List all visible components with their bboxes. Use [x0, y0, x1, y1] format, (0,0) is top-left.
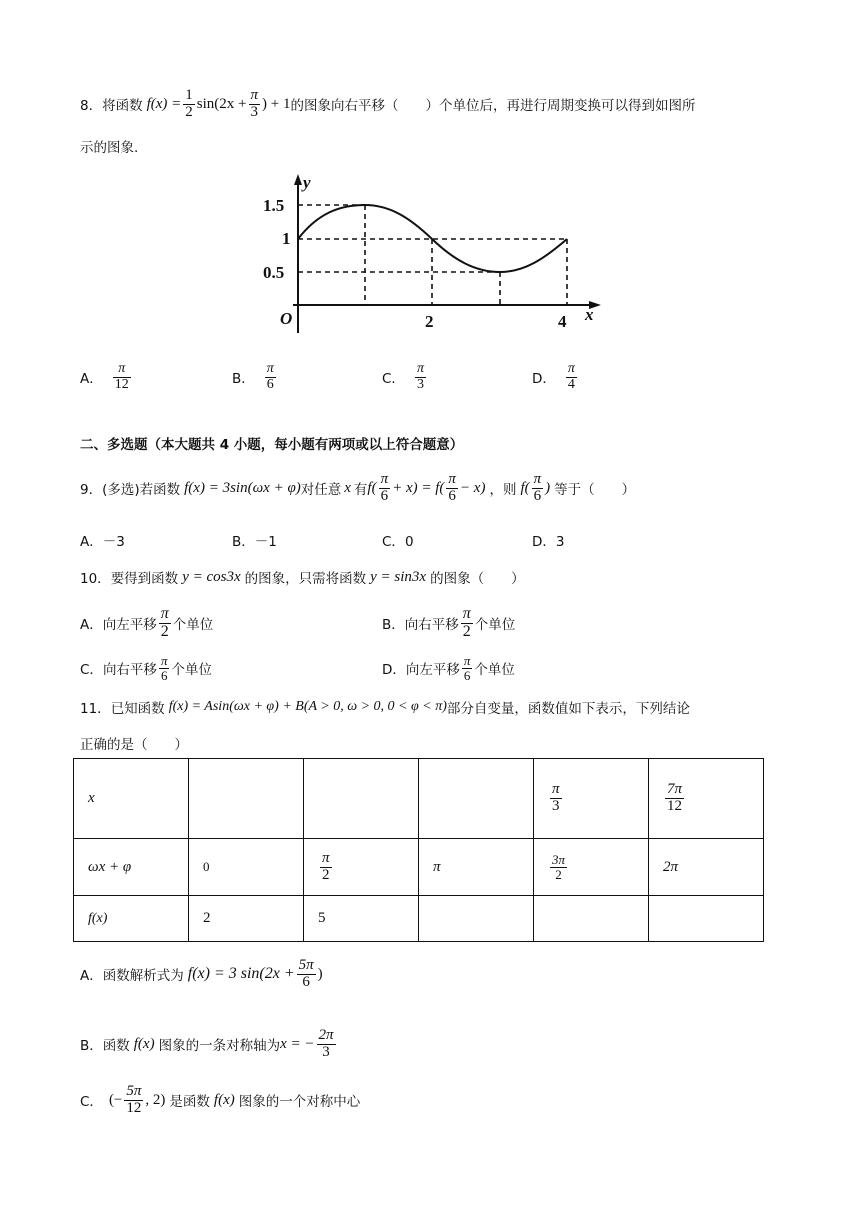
q8-text-a: 将函数 — [102, 98, 143, 114]
option-label: C． — [80, 662, 103, 678]
table-cell — [304, 896, 419, 942]
table-cell — [189, 759, 304, 839]
frac-den: 2 — [555, 866, 562, 882]
frac-num: 2π — [318, 1026, 334, 1043]
option-pre: 向左平移 — [102, 617, 157, 633]
frac-num: π — [322, 849, 330, 866]
q9-f1-pre: f( — [367, 479, 377, 496]
q9-f1-frac — [379, 472, 391, 505]
q8-graph — [255, 168, 615, 336]
frac-num: 5π — [126, 1082, 142, 1099]
frac-num: π — [552, 781, 560, 798]
option-text: 函数解析式为 — [102, 968, 184, 984]
table-cell — [419, 896, 534, 942]
option-label: A． — [80, 371, 103, 387]
option-post: 个单位 — [171, 662, 212, 678]
frac-num: π — [160, 652, 168, 668]
q9-number: 9． — [80, 482, 103, 498]
cell-fraction — [550, 853, 567, 881]
section-2-title: 二、多选题（本大题共 4 小题，每小题有两项或以上符合题意） — [80, 437, 464, 453]
option-label: C． — [382, 534, 405, 550]
option-post: 个单位 — [474, 617, 516, 633]
y-tick-1: 1 — [282, 229, 291, 248]
frac-num: π — [380, 470, 389, 487]
option-formula: f(x) = 3 sin(2x + — [187, 965, 295, 982]
q8-pi-fraction — [249, 88, 261, 121]
option-fraction — [159, 654, 170, 682]
frac-den: 2 — [322, 866, 330, 883]
y-axis-arrow — [294, 174, 302, 185]
q9-option-b[interactable] — [232, 530, 277, 550]
option-label: D． — [532, 371, 556, 387]
frac-den: 2 — [462, 622, 471, 640]
q8-sin-part: sin(2x + — [196, 95, 247, 112]
q10-text-a: 要得到函数 — [110, 571, 179, 587]
option-text: 图象的一条对称轴为 — [158, 1038, 281, 1054]
q8-half-den: 2 — [185, 103, 193, 120]
q8-option-c[interactable] — [382, 356, 428, 398]
q8-text-b: 的图象向右平移（ ）个单位后，再进行周期变换可以得到如图所 — [290, 98, 696, 114]
option-post: 个单位 — [172, 617, 214, 633]
option-label: B． — [232, 534, 255, 550]
q9-var: x — [344, 479, 351, 496]
q8-number: 8． — [80, 98, 103, 114]
q10-option-a[interactable] — [80, 602, 213, 644]
x-axis-label: x — [585, 305, 594, 324]
option-fraction — [317, 1028, 336, 1061]
option-num: π — [266, 360, 274, 376]
q11-text-c: 正确的是（ ） — [80, 737, 188, 753]
table-cell — [649, 759, 764, 839]
table-row — [74, 839, 764, 896]
option-fraction — [124, 1084, 143, 1117]
question-9 — [80, 468, 635, 508]
frac-num: 3π — [552, 851, 566, 867]
option-fraction — [415, 362, 426, 392]
table-cell — [534, 896, 649, 942]
cell-value: 2 — [203, 910, 211, 926]
table-cell — [649, 839, 764, 896]
table-cell — [534, 759, 649, 839]
option-value: 3 — [555, 534, 565, 550]
option-fraction — [159, 606, 171, 641]
option-post: 个单位 — [474, 662, 515, 678]
q9-text-c: 有 — [353, 482, 368, 498]
y-axis-label: y — [303, 173, 311, 192]
option-label: C． — [80, 1094, 103, 1110]
q11-text-a: 已知函数 — [110, 701, 165, 717]
cell-value: 2π — [663, 858, 679, 875]
q8-half-num: 1 — [185, 86, 193, 103]
option-func: f(x) — [213, 1091, 235, 1108]
option-value: 0 — [404, 534, 414, 550]
table-cell — [534, 839, 649, 896]
table-cell — [304, 839, 419, 896]
option-num: π — [416, 360, 424, 376]
cell-value: 5 — [318, 910, 326, 926]
option-text: 是函数 — [169, 1094, 210, 1110]
option-text: 图象的一个对称中心 — [238, 1094, 361, 1110]
option-value: －1 — [254, 534, 277, 550]
table-cell — [419, 759, 534, 839]
q11-option-c[interactable] — [80, 1078, 360, 1122]
q11-option-a[interactable] — [80, 952, 323, 996]
question-8 — [80, 86, 695, 122]
q8-pi-den: 3 — [250, 103, 258, 120]
frac-den: 3 — [322, 1043, 330, 1060]
frac-den: 6 — [160, 667, 168, 683]
q8-option-b[interactable] — [232, 356, 278, 398]
x-tick-4: 4 — [558, 312, 567, 331]
row-head-fx: f(x) — [88, 911, 108, 926]
q8-pi-num: π — [250, 86, 259, 103]
frac-den: 6 — [448, 487, 456, 504]
q10-text-c: 的图象（ ） — [430, 571, 525, 587]
row-head-phase: ωx + φ — [88, 858, 132, 875]
option-fraction — [566, 362, 577, 392]
origin-label: O — [280, 309, 293, 328]
cell-value: 0 — [203, 858, 210, 874]
q11-text-b: 部分自变量，函数值如下表示，下列结论 — [446, 701, 690, 717]
q9-f2-post: − x) — [459, 479, 486, 496]
option-label: D． — [382, 662, 406, 678]
option-pre: 向右平移 — [404, 617, 459, 633]
q8-tail: ) + 1 — [262, 95, 291, 112]
table-cell — [74, 759, 189, 839]
q9-text-b: 对任意 — [300, 482, 342, 498]
frac-den: 6 — [380, 487, 389, 504]
option-pre: 向左平移 — [405, 662, 460, 678]
q10-f2: y = sin3x — [370, 568, 427, 585]
option-label: B． — [232, 371, 255, 387]
table-cell — [304, 759, 419, 839]
q9-text-a: (多选)若函数 — [102, 482, 181, 498]
option-func: f(x) — [133, 1035, 155, 1052]
table-cell — [419, 839, 534, 896]
table-cell — [649, 896, 764, 942]
q10-text-b: 的图象，只需将函数 — [244, 571, 367, 587]
option-eq: x = − — [280, 1035, 315, 1052]
q10-option-c[interactable] — [80, 648, 212, 688]
frac-den: 6 — [463, 667, 471, 683]
q9-option-a[interactable] — [80, 530, 125, 550]
cell-fraction — [665, 782, 684, 815]
question-10 — [80, 566, 525, 588]
q9-option-c[interactable] — [382, 530, 414, 550]
y-tick-0-5: 0.5 — [263, 263, 285, 282]
q9-f1-post: + x) = f( — [392, 479, 445, 496]
option-num: π — [567, 360, 575, 376]
q11-func: f(x) = Asin(ωx + φ) + B(A > 0, ω > 0, 0 < φ < π) — [168, 699, 447, 714]
frac-den: 2 — [160, 622, 169, 640]
option-label: D． — [532, 534, 556, 550]
table-cell — [189, 896, 304, 942]
option-fraction — [297, 958, 316, 991]
frac-num: π — [448, 470, 456, 487]
option-den: 6 — [266, 376, 274, 392]
q10-f1: y = cos3x — [182, 568, 241, 585]
option-fraction — [265, 362, 276, 392]
table-cell — [189, 839, 304, 896]
option-label: B． — [382, 617, 405, 633]
x-tick-2: 2 — [425, 312, 434, 331]
q8-option-a[interactable] — [80, 356, 133, 398]
table-row — [74, 896, 764, 942]
q10-number: 10． — [80, 571, 111, 587]
q9-f3-post: ) — [545, 479, 551, 496]
frac-den: 6 — [302, 973, 310, 990]
q9-f3-pre: f( — [520, 479, 530, 496]
table-row — [74, 759, 764, 839]
option-label: B． — [80, 1038, 103, 1054]
option-den: 3 — [416, 376, 424, 392]
y-tick-1-5: 1.5 — [263, 196, 285, 215]
option-label: A． — [80, 617, 103, 633]
frac-num: π — [160, 604, 169, 622]
frac-den: 3 — [552, 798, 560, 814]
q11-number: 11． — [80, 701, 111, 717]
q9-text-d: ，则 — [489, 482, 517, 498]
q8-text-c: 示的图象. — [80, 140, 139, 156]
option-fraction — [113, 362, 131, 392]
option-fraction — [462, 654, 473, 682]
option-den: 4 — [567, 376, 575, 392]
option-pre: 向右平移 — [102, 662, 157, 678]
option-fraction — [461, 606, 473, 641]
q9-f3-frac — [532, 472, 544, 505]
option-post: , 2) — [145, 1091, 166, 1108]
frac-num: 5π — [298, 956, 314, 973]
q8-func: f(x) = — [146, 95, 182, 112]
frac-num: π — [533, 470, 542, 487]
q11-option-b[interactable] — [80, 1022, 338, 1066]
option-tail: ) — [317, 965, 323, 982]
q11-table — [73, 758, 764, 942]
frac-num: π — [463, 652, 471, 668]
option-pre: (− — [108, 1091, 123, 1108]
row-head-x: x — [88, 790, 95, 806]
table-cell — [74, 839, 189, 896]
option-den: 12 — [114, 376, 129, 392]
frac-den: 6 — [533, 487, 542, 504]
option-num: π — [118, 360, 126, 376]
frac-num: 7π — [667, 781, 683, 798]
option-label: C． — [382, 371, 405, 387]
q9-f2-frac — [446, 472, 458, 505]
frac-den: 12 — [126, 1099, 142, 1116]
option-label: A． — [80, 968, 103, 984]
cell-value: π — [433, 858, 441, 875]
q9-text-e: 等于（ ） — [554, 482, 636, 498]
q10-option-b[interactable] — [382, 602, 515, 644]
option-value: －3 — [102, 534, 125, 550]
table-cell — [74, 896, 189, 942]
frac-den: 12 — [667, 798, 682, 814]
q9-option-d[interactable] — [532, 530, 565, 550]
cell-fraction — [320, 851, 332, 884]
frac-num: π — [462, 604, 471, 622]
cell-fraction — [550, 782, 562, 815]
q8-option-d[interactable] — [532, 356, 579, 398]
q10-option-d[interactable] — [382, 648, 515, 688]
q8-half-fraction — [183, 88, 195, 121]
question-11 — [80, 696, 690, 718]
option-text: 函数 — [102, 1038, 130, 1054]
option-label: A． — [80, 534, 103, 550]
q9-func: f(x) = 3sin(ωx + φ) — [184, 479, 301, 496]
